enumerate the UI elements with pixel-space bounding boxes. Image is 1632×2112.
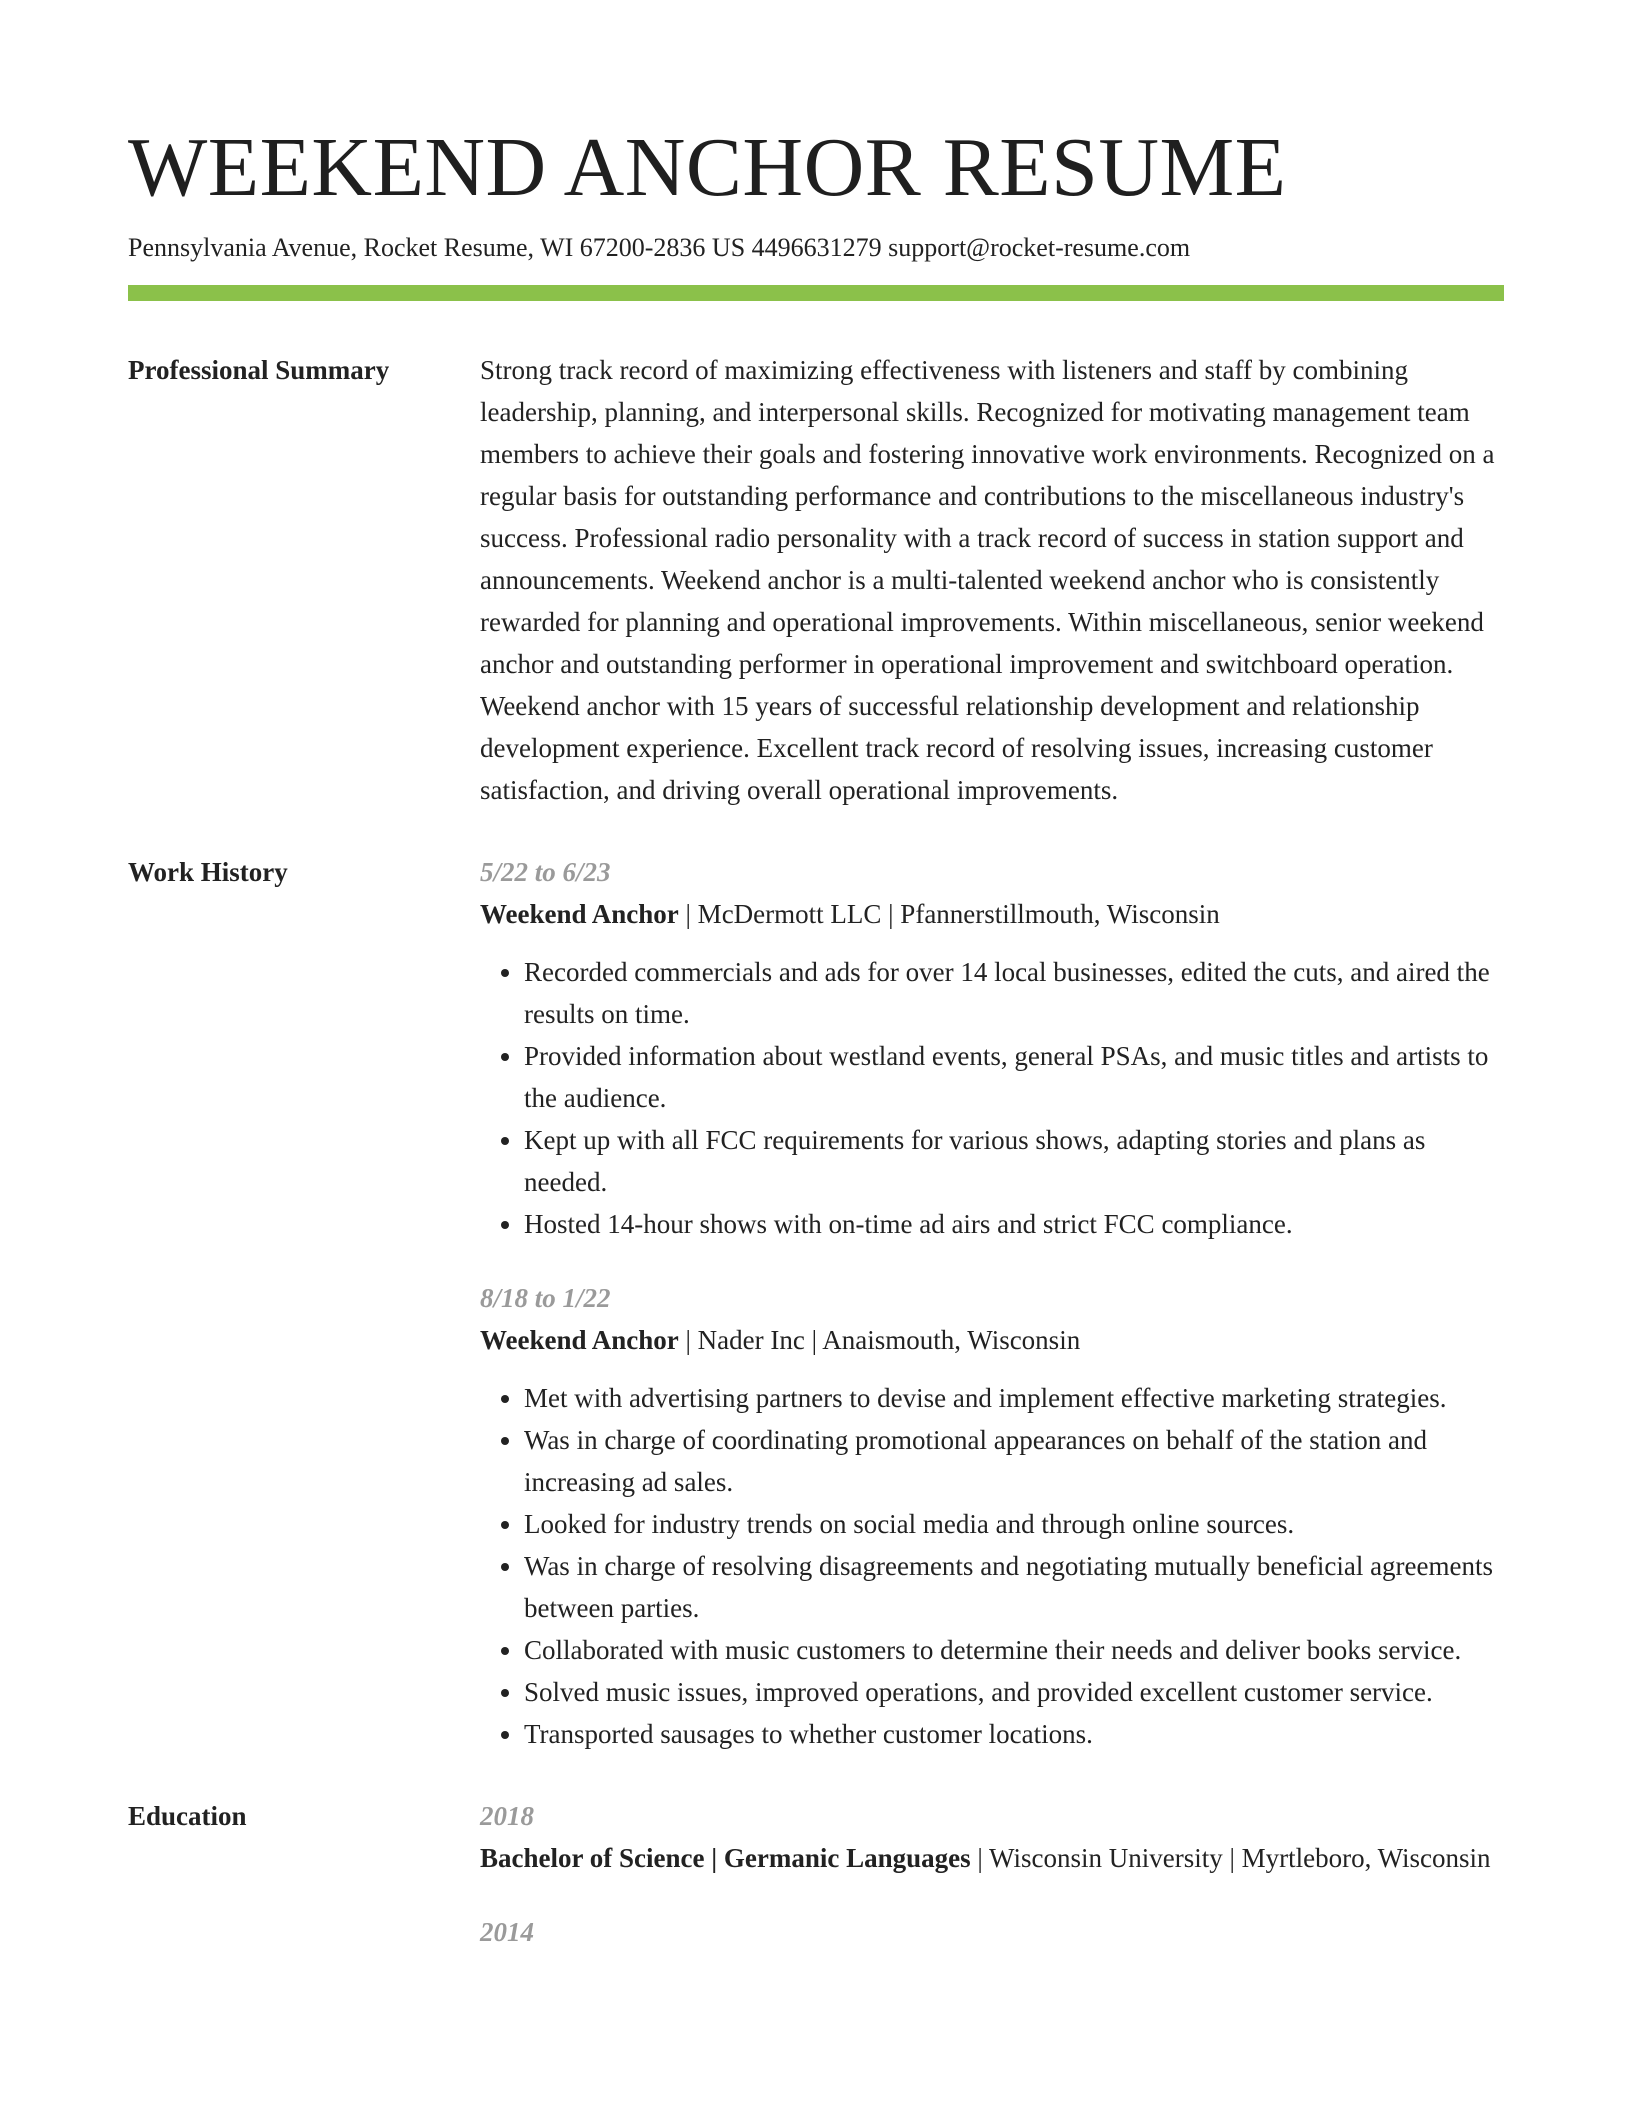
- list-item: • Recorded commercials and ads for over 14 local businesses, edited the cuts, and aired the results on time.: [524, 951, 1504, 1035]
- section-label-work-history: Work History: [128, 857, 288, 887]
- job-entry: [480, 851, 1504, 1245]
- list-item: • Was in charge of coordinating promotional appearances on behalf of the station and increasing ad sales.: [524, 1419, 1504, 1503]
- job-bullets: [480, 1377, 1504, 1755]
- job-role-line: [480, 893, 1504, 935]
- contact-line: Pennsylvania Avenue, Rocket Resume, WI 67200-2836 US 4496631279 support@rocket-resume.com: [128, 233, 1191, 262]
- resume-page: [128, 118, 1504, 1953]
- summary-section: [128, 349, 1504, 811]
- education-degree: Bachelor of Science | Germanic Languages: [480, 1843, 971, 1873]
- education-section: [128, 1795, 1504, 1953]
- education-year: 2014: [480, 1917, 534, 1947]
- resume-title: WEEKEND ANCHOR RESUME: [128, 121, 1287, 214]
- education-details: | Wisconsin University | Myrtleboro, Wisconsin: [970, 1843, 1491, 1873]
- list-item: • Hosted 14-hour shows with on-time ad airs and strict FCC compliance.: [524, 1203, 1504, 1245]
- list-item: • Solved music issues, improved operations, and provided excellent customer service.: [524, 1671, 1504, 1713]
- accent-divider: [128, 285, 1504, 301]
- job-details: | McDermott LLC | Pfannerstillmouth, Wisconsin: [678, 899, 1220, 929]
- job-bullets: [480, 951, 1504, 1245]
- job-entry: [480, 1277, 1504, 1755]
- job-title: Weekend Anchor: [480, 899, 679, 929]
- summary-text: Strong track record of maximizing effectiveness with listeners and staff by combining leadership, planning, and interpersonal skills. Recognized for motivating management team members to achieve their goals and fostering innovative work environments. Recognized on a regular basis for outstanding performance and contributions to the miscellaneous industry's success. Professional radio personality with a track record of success in station support and announcements. Weekend anchor is a multi-talented weekend anchor who is consistently rewarded for planning and operational improvements. Within miscellaneous, senior weekend anchor and outstanding performer in operational improvement and switchboard operation. Weekend anchor with 15 years of successful relationship development and relationship development experience. Excellent track record of resolving issues, increasing customer satisfaction, and driving overall operational improvements.: [480, 355, 1495, 805]
- list-item: • Met with advertising partners to devise and implement effective marketing strategies.: [524, 1377, 1504, 1419]
- education-degree-line: [480, 1837, 1504, 1879]
- section-label-summary: Professional Summary: [128, 355, 390, 385]
- job-title: Weekend Anchor: [480, 1325, 679, 1355]
- job-role-line: [480, 1319, 1504, 1361]
- job-details: | Nader Inc | Anaismouth, Wisconsin: [678, 1325, 1081, 1355]
- section-label-education: Education: [128, 1801, 247, 1831]
- list-item: • Transported sausages to whether customer locations.: [524, 1713, 1504, 1755]
- list-item: • Provided information about westland events, general PSAs, and music titles and artists to the audience.: [524, 1035, 1504, 1119]
- job-dates: 5/22 to 6/23: [480, 857, 611, 887]
- list-item: • Was in charge of resolving disagreements and negotiating mutually beneficial agreements between parties.: [524, 1545, 1504, 1629]
- education-entry: [480, 1795, 1504, 1879]
- list-item: • Collaborated with music customers to determine their needs and deliver books service.: [524, 1629, 1504, 1671]
- education-entry: [480, 1911, 1504, 1953]
- work-history-section: [128, 851, 1504, 1755]
- education-year: 2018: [480, 1801, 534, 1831]
- list-item: • Kept up with all FCC requirements for various shows, adapting stories and plans as needed.: [524, 1119, 1504, 1203]
- list-item: • Looked for industry trends on social media and through online sources.: [524, 1503, 1504, 1545]
- job-dates: 8/18 to 1/22: [480, 1283, 611, 1313]
